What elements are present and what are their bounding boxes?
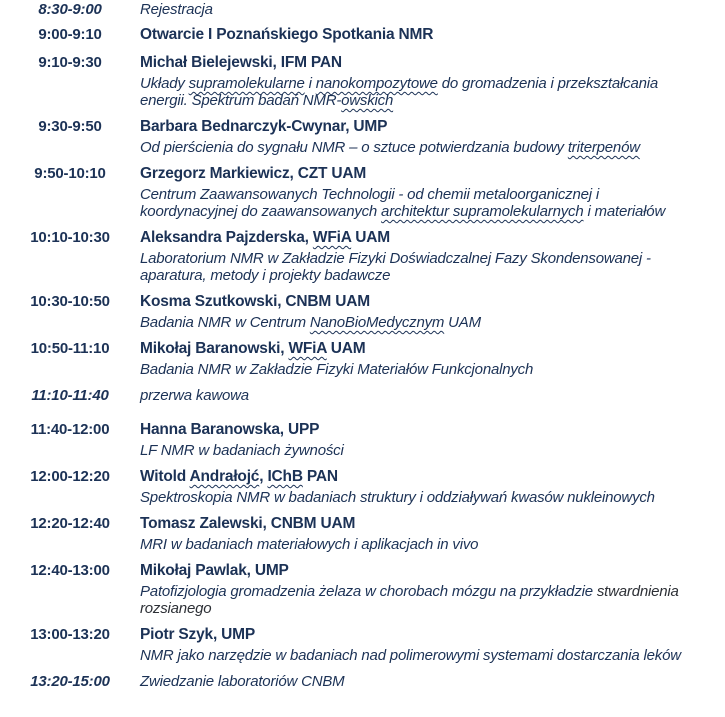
time-slot: 12:00-12:20 [30, 468, 110, 485]
text-segment: Piotr Szyk, UMP [140, 626, 255, 643]
text-segment: Barbara Bednarczyk-Cwynar, UMP [140, 118, 388, 135]
description-line [140, 600, 709, 617]
text-segment: Spektroskopia NMR w badaniach struktury i oddziaływań kwasów nukleinowych [140, 489, 655, 506]
time-slot: 11:40-12:00 [30, 421, 110, 438]
service-label: Zwiedzanie laboratoriów CNBM [140, 673, 345, 690]
talk-description [140, 361, 709, 378]
description-line [140, 186, 709, 203]
schedule-entry [0, 674, 725, 689]
schedule-entry [0, 166, 725, 220]
entry-content [140, 341, 725, 378]
schedule-entry [0, 230, 725, 284]
text-segment: LF NMR w badaniach żywności [140, 442, 344, 459]
time-slot: 10:30-10:50 [30, 293, 110, 310]
schedule-entry [0, 516, 725, 553]
text-segment: i materiałów [583, 203, 666, 220]
entry-content [140, 27, 725, 42]
time-slot: 13:00-13:20 [30, 626, 110, 643]
time-slot: 8:30-9:00 [38, 1, 102, 18]
talk-description [140, 536, 709, 553]
description-line [140, 203, 709, 220]
text-segment: do gromadzenia i przekształcania [437, 75, 658, 92]
description-line [140, 442, 709, 459]
text-segment: Kosma Szutkowski, CNBM UAM [140, 293, 370, 310]
misspelled-word: Andrałojć [189, 468, 260, 485]
entry-content [140, 516, 725, 553]
misspelled-word: WFiA [288, 340, 327, 357]
misspelled-word: owskich [341, 92, 394, 109]
schedule-entry [0, 627, 725, 664]
entry-content [140, 166, 725, 220]
speaker-line [140, 55, 709, 70]
description-line [140, 267, 709, 284]
talk-description [140, 314, 709, 331]
speaker-line [140, 341, 709, 356]
text-segment: , [259, 468, 268, 485]
text-segment: Michał Bielejewski, IFM PAN [140, 54, 342, 71]
speaker-line [140, 563, 709, 578]
entry-content [140, 119, 725, 156]
entry-content [140, 2, 725, 17]
talk-description [140, 186, 709, 220]
text-segment: rozsianego [140, 600, 212, 617]
text-segment: stwardnienia [596, 583, 679, 600]
entry-content [140, 627, 725, 664]
speaker-line [140, 627, 709, 642]
text-segment: Witold [140, 468, 190, 485]
time-slot: 13:20-15:00 [30, 673, 110, 690]
schedule-entry [0, 55, 725, 109]
text-segment: Patofizjologia gromadzenia żelaza w chorobach mózgu na przykładzie [140, 583, 597, 600]
misspelled-word: nanokompozytowe [315, 75, 438, 92]
description-line [140, 361, 709, 378]
entry-content [140, 563, 725, 617]
text-segment: Laboratorium NMR w Zakładzie Fizyki Doświadczalnej Fazy Skondensowanej - [140, 250, 651, 267]
entry-content [140, 230, 725, 284]
text-segment: Mikołaj Baranowski, [140, 340, 289, 357]
session-title: Otwarcie I Poznańskiego Spotkania NMR [140, 26, 434, 43]
schedule-entry [0, 469, 725, 506]
time-slot: 9:30-9:50 [38, 118, 102, 135]
entry-content [140, 55, 725, 109]
schedule-entry [0, 2, 725, 17]
time-slot: 10:50-11:10 [30, 340, 110, 357]
misspelled-word: WFiA [312, 229, 352, 246]
schedule-entry [0, 341, 725, 378]
talk-description [140, 139, 709, 156]
speaker-line [140, 119, 709, 134]
schedule-entry [0, 294, 725, 331]
speaker-line [140, 166, 709, 181]
description-line [140, 489, 709, 506]
time-slot: 12:20-12:40 [30, 515, 110, 532]
misspelled-word: NanoBioMedycznym [309, 314, 445, 331]
time-slot: 9:00-9:10 [38, 26, 102, 43]
description-line [140, 583, 709, 600]
schedule-entry [0, 119, 725, 156]
talk-description [140, 75, 709, 109]
entry-content [140, 674, 725, 689]
description-line [140, 75, 709, 92]
schedule-entry [0, 563, 725, 617]
text-segment: Grzegorz Markiewicz, CZT UAM [140, 165, 367, 182]
text-segment: Badania NMR w Centrum [140, 314, 310, 331]
text-segment: UAM [326, 340, 366, 357]
talk-description [140, 647, 709, 664]
description-line [140, 250, 709, 267]
time-slot: 11:10-11:40 [31, 387, 109, 404]
misspelled-word: IChB [267, 468, 303, 485]
speaker-line [140, 230, 709, 245]
speaker-line [140, 516, 709, 531]
speaker-line [140, 422, 709, 437]
entry-content [140, 388, 725, 403]
talk-description [140, 583, 709, 617]
description-line [140, 314, 709, 331]
entry-content [140, 294, 725, 331]
text-segment: NMR jako narzędzie w badaniach nad polimerowymi systemami dostarczania leków [140, 647, 681, 664]
schedule-entry [0, 422, 725, 459]
text-segment: Układy [140, 75, 189, 92]
speaker-line [140, 294, 709, 309]
talk-description [140, 489, 709, 506]
text-segment: aparatura, metody i projekty badawcze [140, 267, 391, 284]
text-segment: UAM [351, 229, 390, 246]
description-line [140, 139, 709, 156]
schedule-entry [0, 27, 725, 42]
service-label: przerwa kawowa [140, 387, 249, 404]
text-segment: MRI w badaniach materiałowych i aplikacjach in vivo [140, 536, 479, 553]
time-slot: 12:40-13:00 [30, 562, 110, 579]
text-segment: energii. Spektrum badań NMR- [140, 92, 342, 109]
text-segment: Tomasz Zalewski, CNBM UAM [140, 515, 356, 532]
service-label: Rejestracja [140, 1, 213, 18]
talk-description [140, 442, 709, 459]
description-line [140, 536, 709, 553]
time-slot: 9:50-10:10 [34, 165, 106, 182]
text-segment: Mikołaj Pawlak, UMP [140, 562, 289, 579]
text-segment: PAN [302, 468, 338, 485]
schedule-entry [0, 388, 725, 403]
misspelled-word: architektur supramolekularnych [381, 203, 584, 220]
text-segment: UAM [444, 314, 481, 331]
entry-content [140, 469, 725, 506]
misspelled-word: triterpenów [567, 139, 640, 156]
text-segment: Od pierścienia do sygnału NMR – o sztuce potwierdzania budowy [140, 139, 568, 156]
talk-description [140, 250, 709, 284]
text-segment: Aleksandra Pajzderska, [140, 229, 313, 246]
description-line [140, 647, 709, 664]
text-segment: Hanna Baranowska, UPP [140, 421, 320, 438]
text-segment: i [304, 75, 316, 92]
time-slot: 9:10-9:30 [38, 54, 102, 71]
entry-content [140, 422, 725, 459]
description-line [140, 92, 709, 109]
misspelled-word: supramolekularne [188, 75, 305, 92]
text-segment: Badania NMR w Zakładzie Fizyki Materiałów Funkcjonalnych [140, 361, 534, 378]
text-segment: Centrum Zaawansowanych Technologii - od chemii metaloorganicznej i [140, 186, 599, 203]
text-segment: koordynacyjnej do zaawansowanych [140, 203, 382, 220]
speaker-line [140, 469, 709, 484]
time-slot: 10:10-10:30 [30, 229, 110, 246]
